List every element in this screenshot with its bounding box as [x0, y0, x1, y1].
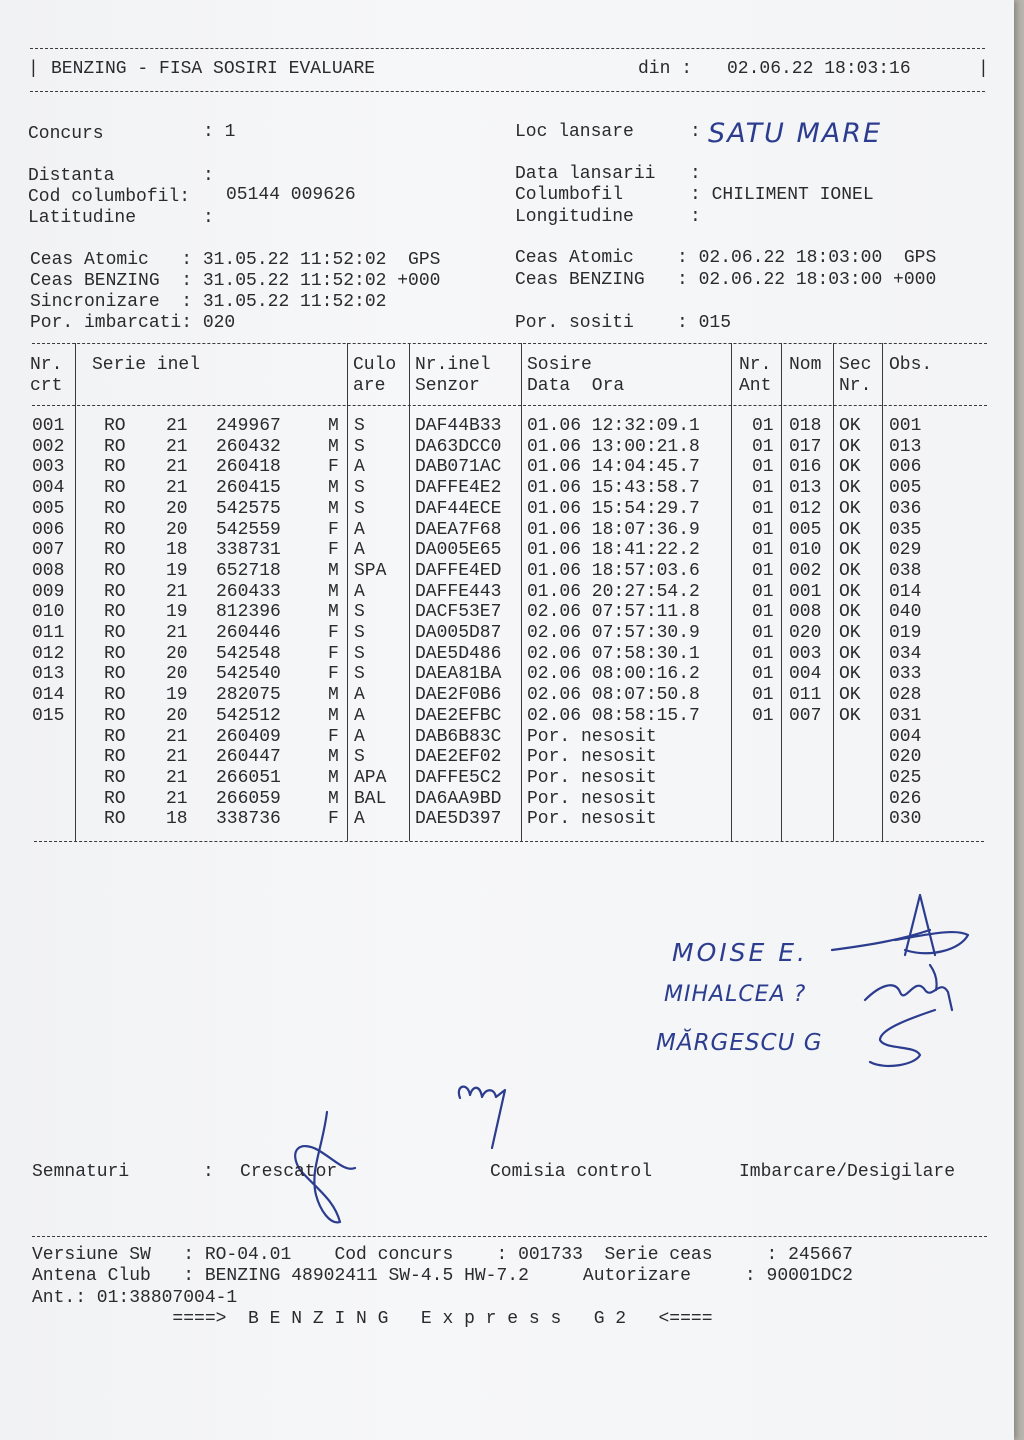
cell-sensor: DAB071AC: [415, 457, 502, 478]
cell-nr: 014: [32, 685, 65, 706]
cell-sec: OK: [839, 643, 861, 664]
cell-year: 20: [166, 643, 188, 664]
cell-year: 21: [166, 436, 188, 457]
cell-arrival: Por. nesosit: [527, 747, 657, 768]
cell-sex: M: [328, 581, 339, 602]
cell-color: A: [354, 540, 365, 561]
cell-nom: 004: [789, 664, 822, 685]
cell-nr: 005: [32, 498, 65, 519]
cell-color: S: [354, 623, 365, 643]
cod-columbofil-value: 05144 009626: [226, 185, 356, 205]
cell-nr: 007: [32, 540, 65, 561]
cell-country: RO: [104, 623, 126, 643]
cell-arrival: 01.06 18:57:03.6: [527, 560, 700, 581]
cell-sec: OK: [839, 478, 861, 499]
cell-sensor: DAE2F0B6: [415, 685, 502, 706]
header-ant-2: Ant: [739, 376, 772, 396]
cell-antenna: 01: [752, 498, 774, 519]
cell-arrival: 02.06 07:58:30.1: [527, 643, 700, 664]
header-data-ora: Data Ora: [527, 376, 625, 396]
cod-columbofil-label: Cod columbofil:: [28, 187, 191, 207]
cell-year: 21: [166, 457, 188, 478]
header-ant: Nr.: [739, 355, 772, 375]
cell-sec: OK: [839, 602, 861, 623]
cell-sex: F: [328, 664, 339, 685]
cell-country: RO: [104, 540, 126, 561]
cell-ring: 542575: [216, 498, 281, 519]
cell-antenna: 01: [752, 519, 774, 540]
cell-country: RO: [104, 416, 126, 436]
cell-antenna: 01: [752, 664, 774, 685]
semnaturi-colon: :: [203, 1162, 214, 1182]
cell-country: RO: [104, 602, 126, 623]
loc-lansare-handwritten: SATU MARE: [708, 118, 883, 149]
cell-arrival: Por. nesosit: [527, 767, 657, 788]
cell-arrival: Por. nesosit: [527, 726, 657, 747]
data-lansarii-label: Data lansarii: [515, 164, 656, 184]
cell-obs: 035: [889, 519, 922, 540]
signature-mihalcea: [865, 965, 952, 1010]
cell-year: 20: [166, 519, 188, 540]
cell-year: 21: [166, 767, 188, 788]
signature-comisia: [459, 1087, 505, 1148]
cell-sensor: DAEA81BA: [415, 664, 502, 685]
distanta-value: :: [203, 166, 214, 186]
header-timestamp: 02.06.22 18:03:16: [727, 59, 911, 79]
cell-ring: 282075: [216, 685, 281, 706]
cell-color: A: [354, 726, 365, 747]
cell-antenna: 01: [752, 602, 774, 623]
cell-nom: 016: [789, 457, 822, 478]
cell-nr: 015: [32, 705, 65, 726]
cell-sensor: DAFFE4E2: [415, 478, 502, 499]
cell-sensor: DAEA7F68: [415, 519, 502, 540]
cell-sensor: DAE5D486: [415, 643, 502, 664]
cell-sex: M: [328, 602, 339, 623]
cell-nom: 018: [789, 416, 822, 436]
imbarcare-label: Imbarcare/Desigilare: [739, 1162, 956, 1182]
footer-versiune-line: Versiune SW : RO-04.01 Cod concurs : 001733 Serie ceas : 245667: [32, 1245, 853, 1265]
cell-obs: 014: [889, 581, 922, 602]
cell-sec: OK: [839, 705, 861, 726]
cell-arrival: 02.06 07:57:30.9: [527, 623, 700, 643]
cell-ring: 260446: [216, 623, 281, 643]
cell-color: A: [354, 809, 365, 830]
cell-sex: F: [328, 809, 339, 830]
cell-arrival: 01.06 12:32:09.1: [527, 416, 700, 436]
cell-color: S: [354, 664, 365, 685]
handwritten-name-margescu: MĂRGESCU G: [656, 1030, 823, 1056]
cell-country: RO: [104, 705, 126, 726]
header-nom: Nom: [789, 355, 822, 375]
cell-sex: F: [328, 540, 339, 561]
cell-ring: 260433: [216, 581, 281, 602]
cell-nom: 020: [789, 623, 822, 643]
cell-obs: 004: [889, 726, 922, 747]
cell-year: 19: [166, 602, 188, 623]
concurs-value: : 1: [203, 122, 236, 142]
cell-nom: 005: [789, 519, 822, 540]
cell-nr: 008: [32, 560, 65, 581]
cell-year: 20: [166, 498, 188, 519]
cell-color: S: [354, 643, 365, 664]
footer-border: [32, 1236, 987, 1237]
cell-sensor: DAE2EF02: [415, 747, 502, 768]
cell-arrival: 02.06 07:57:11.8: [527, 602, 700, 623]
cell-color: S: [354, 747, 365, 768]
header-sec: Sec: [839, 355, 872, 375]
longitudine-label: Longitudine: [515, 207, 634, 227]
cell-country: RO: [104, 664, 126, 685]
cell-sec: OK: [839, 436, 861, 457]
cell-sensor: DAB6B83C: [415, 726, 502, 747]
cell-antenna: 01: [752, 540, 774, 561]
ceas-benzing-right: Ceas BENZING : 02.06.22 18:03:00 +000: [515, 270, 937, 290]
cell-color: BAL: [354, 788, 387, 809]
sincronizare-line: Sincronizare : 31.05.22 11:52:02: [30, 292, 387, 312]
cell-ring: 542548: [216, 643, 281, 664]
cell-year: 21: [166, 416, 188, 436]
cell-color: S: [354, 478, 365, 499]
cell-nr: 002: [32, 436, 65, 457]
cell-country: RO: [104, 498, 126, 519]
cell-obs: 031: [889, 705, 922, 726]
semnaturi-label: Semnaturi: [32, 1162, 130, 1182]
header-nr: Nr.: [30, 355, 63, 375]
cell-ring: 652718: [216, 560, 281, 581]
cell-nom: 010: [789, 540, 822, 561]
cell-obs: 001: [889, 416, 922, 436]
cell-color: A: [354, 581, 365, 602]
longitudine-value: :: [690, 207, 701, 227]
cell-obs: 026: [889, 788, 922, 809]
cell-antenna: 01: [752, 478, 774, 499]
cell-arrival: 01.06 15:43:58.7: [527, 478, 700, 499]
cell-sex: M: [328, 767, 339, 788]
document-title: BENZING - FISA SOSIRI EVALUARE: [51, 59, 376, 79]
cell-obs: 005: [889, 478, 922, 499]
cell-year: 19: [166, 560, 188, 581]
cell-sensor: DA6AA9BD: [415, 788, 502, 809]
cell-antenna: 01: [752, 416, 774, 436]
cell-arrival: 01.06 15:54:29.7: [527, 498, 700, 519]
cell-color: A: [354, 519, 365, 540]
cell-nr: 004: [32, 478, 65, 499]
cell-nr: 011: [32, 623, 65, 643]
cell-sec: OK: [839, 664, 861, 685]
cell-sensor: DA63DCC0: [415, 436, 502, 457]
cell-nom: 007: [789, 705, 822, 726]
crescator-label: Crescator: [240, 1162, 338, 1182]
cell-obs: 028: [889, 685, 922, 706]
cell-color: A: [354, 705, 365, 726]
cell-sec: OK: [839, 685, 861, 706]
cell-sex: F: [328, 623, 339, 643]
cell-sex: M: [328, 478, 339, 499]
cell-arrival: 02.06 08:58:15.7: [527, 705, 700, 726]
cell-nom: 002: [789, 560, 822, 581]
cell-year: 18: [166, 540, 188, 561]
columbofil-label: Columbofil: [515, 185, 624, 205]
cell-country: RO: [104, 436, 126, 457]
cell-sensor: DACF53E7: [415, 602, 502, 623]
cell-year: 18: [166, 809, 188, 830]
cell-antenna: 01: [752, 581, 774, 602]
cell-sex: M: [328, 416, 339, 436]
cell-antenna: 01: [752, 705, 774, 726]
cell-ring: 260432: [216, 436, 281, 457]
cell-arrival: 01.06 18:07:36.9: [527, 519, 700, 540]
cell-ring: 260418: [216, 457, 281, 478]
cell-obs: 019: [889, 623, 922, 643]
cell-antenna: 01: [752, 623, 774, 643]
cell-nom: 013: [789, 478, 822, 499]
cell-country: RO: [104, 560, 126, 581]
cell-color: SPA: [354, 560, 387, 581]
cell-country: RO: [104, 726, 126, 747]
footer-brand-line: ====> B E N Z I N G E x p r e s s G 2 <====: [32, 1309, 713, 1329]
cell-nom: 011: [789, 685, 822, 706]
cell-country: RO: [104, 581, 126, 602]
footer-ant-line: Ant.: 01:38807004-1: [32, 1288, 238, 1308]
cell-obs: 025: [889, 767, 922, 788]
cell-nr: 003: [32, 457, 65, 478]
por-sositi-line: Por. sositi : 015: [515, 313, 732, 333]
header-culoare: Culo: [353, 355, 397, 375]
header-senzor: Senzor: [415, 376, 480, 396]
cell-year: 20: [166, 664, 188, 685]
cell-sex: M: [328, 747, 339, 768]
cell-nr: 010: [32, 602, 65, 623]
cell-year: 20: [166, 705, 188, 726]
cell-country: RO: [104, 767, 126, 788]
cell-sec: OK: [839, 416, 861, 436]
cell-sec: OK: [839, 623, 861, 643]
cell-ring: 542540: [216, 664, 281, 685]
cell-sensor: DAE2EFBC: [415, 705, 502, 726]
cell-ring: 812396: [216, 602, 281, 623]
ceas-atomic-right: Ceas Atomic : 02.06.22 18:03:00 GPS: [515, 248, 937, 268]
cell-ring: 260409: [216, 726, 281, 747]
cell-sensor: DAFFE5C2: [415, 767, 502, 788]
cell-color: APA: [354, 767, 387, 788]
latitudine-value: :: [203, 208, 214, 228]
cell-antenna: 01: [752, 685, 774, 706]
cell-ring: 542559: [216, 519, 281, 540]
cell-color: S: [354, 602, 365, 623]
cell-antenna: 01: [752, 436, 774, 457]
cell-ring: 249967: [216, 416, 281, 436]
cell-sex: M: [328, 705, 339, 726]
cell-country: RO: [104, 809, 126, 830]
cell-year: 21: [166, 747, 188, 768]
cell-sex: F: [328, 457, 339, 478]
cell-sex: M: [328, 560, 339, 581]
cell-sex: M: [328, 436, 339, 457]
header-left-bar: |: [28, 59, 39, 79]
cell-nr: 009: [32, 581, 65, 602]
cell-ring: 338731: [216, 540, 281, 561]
cell-sex: M: [328, 498, 339, 519]
signature-moise: [832, 895, 968, 955]
cell-color: A: [354, 685, 365, 706]
cell-nom: 008: [789, 602, 822, 623]
data-lansarii-value: :: [690, 164, 701, 184]
cell-sex: F: [328, 643, 339, 664]
cell-country: RO: [104, 643, 126, 664]
cell-ring: 260447: [216, 747, 281, 768]
cell-ring: 266059: [216, 788, 281, 809]
comisia-control-label: Comisia control: [490, 1162, 653, 1182]
cell-nr: 006: [32, 519, 65, 540]
cell-sex: M: [328, 788, 339, 809]
handwritten-name-moise: MOISE E.: [672, 938, 808, 967]
cell-arrival: 01.06 13:00:21.8: [527, 436, 700, 457]
cell-ring: 260415: [216, 478, 281, 499]
ceas-benzing-left: Ceas BENZING : 31.05.22 11:52:02 +000: [30, 271, 441, 291]
header-sosire: Sosire: [527, 355, 592, 375]
cell-sec: OK: [839, 519, 861, 540]
cell-sensor: DAFFE4ED: [415, 560, 502, 581]
cell-arrival: 01.06 20:27:54.2: [527, 581, 700, 602]
cell-nr: 001: [32, 416, 65, 436]
cell-country: RO: [104, 747, 126, 768]
handwritten-name-mihalcea: MIHALCEA ?: [664, 982, 807, 1007]
signature-margescu: [870, 1010, 935, 1066]
cell-sec: OK: [839, 457, 861, 478]
loc-lansare-label: Loc lansare: [515, 122, 634, 142]
cell-sec: OK: [839, 498, 861, 519]
cell-obs: 033: [889, 664, 922, 685]
cell-color: S: [354, 498, 365, 519]
cell-sensor: DAFFE443: [415, 581, 502, 602]
cell-ring: 338736: [216, 809, 281, 830]
cell-arrival: 02.06 08:00:16.2: [527, 664, 700, 685]
cell-obs: 030: [889, 809, 922, 830]
cell-antenna: 01: [752, 643, 774, 664]
cell-nom: 003: [789, 643, 822, 664]
cell-sex: M: [328, 685, 339, 706]
cell-arrival: 01.06 18:41:22.2: [527, 540, 700, 561]
cell-ring: 266051: [216, 767, 281, 788]
distanta-label: Distanta: [28, 166, 115, 186]
cell-year: 21: [166, 581, 188, 602]
latitudine-label: Latitudine: [28, 208, 137, 228]
cell-sensor: DA005D87: [415, 623, 502, 643]
cell-sex: F: [328, 519, 339, 540]
cell-color: A: [354, 457, 365, 478]
cell-arrival: Por. nesosit: [527, 788, 657, 809]
cell-obs: 034: [889, 643, 922, 664]
cell-sec: OK: [839, 540, 861, 561]
cell-sensor: DAF44ECE: [415, 498, 502, 519]
cell-country: RO: [104, 478, 126, 499]
cell-obs: 040: [889, 602, 922, 623]
cell-antenna: 01: [752, 457, 774, 478]
cell-ring: 542512: [216, 705, 281, 726]
cell-obs: 013: [889, 436, 922, 457]
cell-sensor: DAF44B33: [415, 416, 502, 436]
por-imbarcati-line: Por. imbarcati: 020: [30, 313, 236, 333]
cell-year: 21: [166, 788, 188, 809]
cell-year: 21: [166, 478, 188, 499]
cell-country: RO: [104, 457, 126, 478]
cell-year: 21: [166, 623, 188, 643]
cell-arrival: 02.06 08:07:50.8: [527, 685, 700, 706]
columbofil-value: : CHILIMENT IONEL: [690, 185, 874, 205]
concurs-label: Concurs: [28, 124, 104, 144]
cell-obs: 038: [889, 560, 922, 581]
header-din-label: din :: [638, 59, 693, 79]
cell-year: 19: [166, 685, 188, 706]
cell-nom: 012: [789, 498, 822, 519]
header-right-bar: |: [978, 59, 989, 79]
cell-sensor: DA005E65: [415, 540, 502, 561]
cell-color: S: [354, 436, 365, 457]
header-culoare-2: are: [353, 376, 386, 396]
cell-nr: 013: [32, 664, 65, 685]
cell-arrival: Por. nesosit: [527, 809, 657, 830]
cell-arrival: 01.06 14:04:45.7: [527, 457, 700, 478]
cell-obs: 020: [889, 747, 922, 768]
cell-sec: OK: [839, 560, 861, 581]
cell-color: S: [354, 416, 365, 436]
header-crt: crt: [30, 376, 63, 396]
cell-year: 21: [166, 726, 188, 747]
cell-obs: 006: [889, 457, 922, 478]
header-obs: Obs.: [889, 355, 933, 375]
footer-antena-line: Antena Club : BENZING 48902411 SW-4.5 HW-7.2 Autorizare : 90001DC2: [32, 1266, 853, 1286]
header-sec-nr: Nr.: [839, 376, 872, 396]
cell-country: RO: [104, 685, 126, 706]
cell-nom: 001: [789, 581, 822, 602]
cell-country: RO: [104, 788, 126, 809]
cell-sensor: DAE5D397: [415, 809, 502, 830]
header-nr-inel: Nr.inel: [415, 355, 491, 375]
loc-lansare-colon: :: [690, 122, 701, 142]
cell-sex: F: [328, 726, 339, 747]
cell-sec: OK: [839, 581, 861, 602]
cell-nr: 012: [32, 643, 65, 664]
cell-country: RO: [104, 519, 126, 540]
header-serie-inel: Serie inel: [92, 355, 201, 375]
cell-obs: 029: [889, 540, 922, 561]
cell-obs: 036: [889, 498, 922, 519]
cell-nom: 017: [789, 436, 822, 457]
cell-antenna: 01: [752, 560, 774, 581]
ceas-atomic-left: Ceas Atomic : 31.05.22 11:52:02 GPS: [30, 250, 441, 270]
